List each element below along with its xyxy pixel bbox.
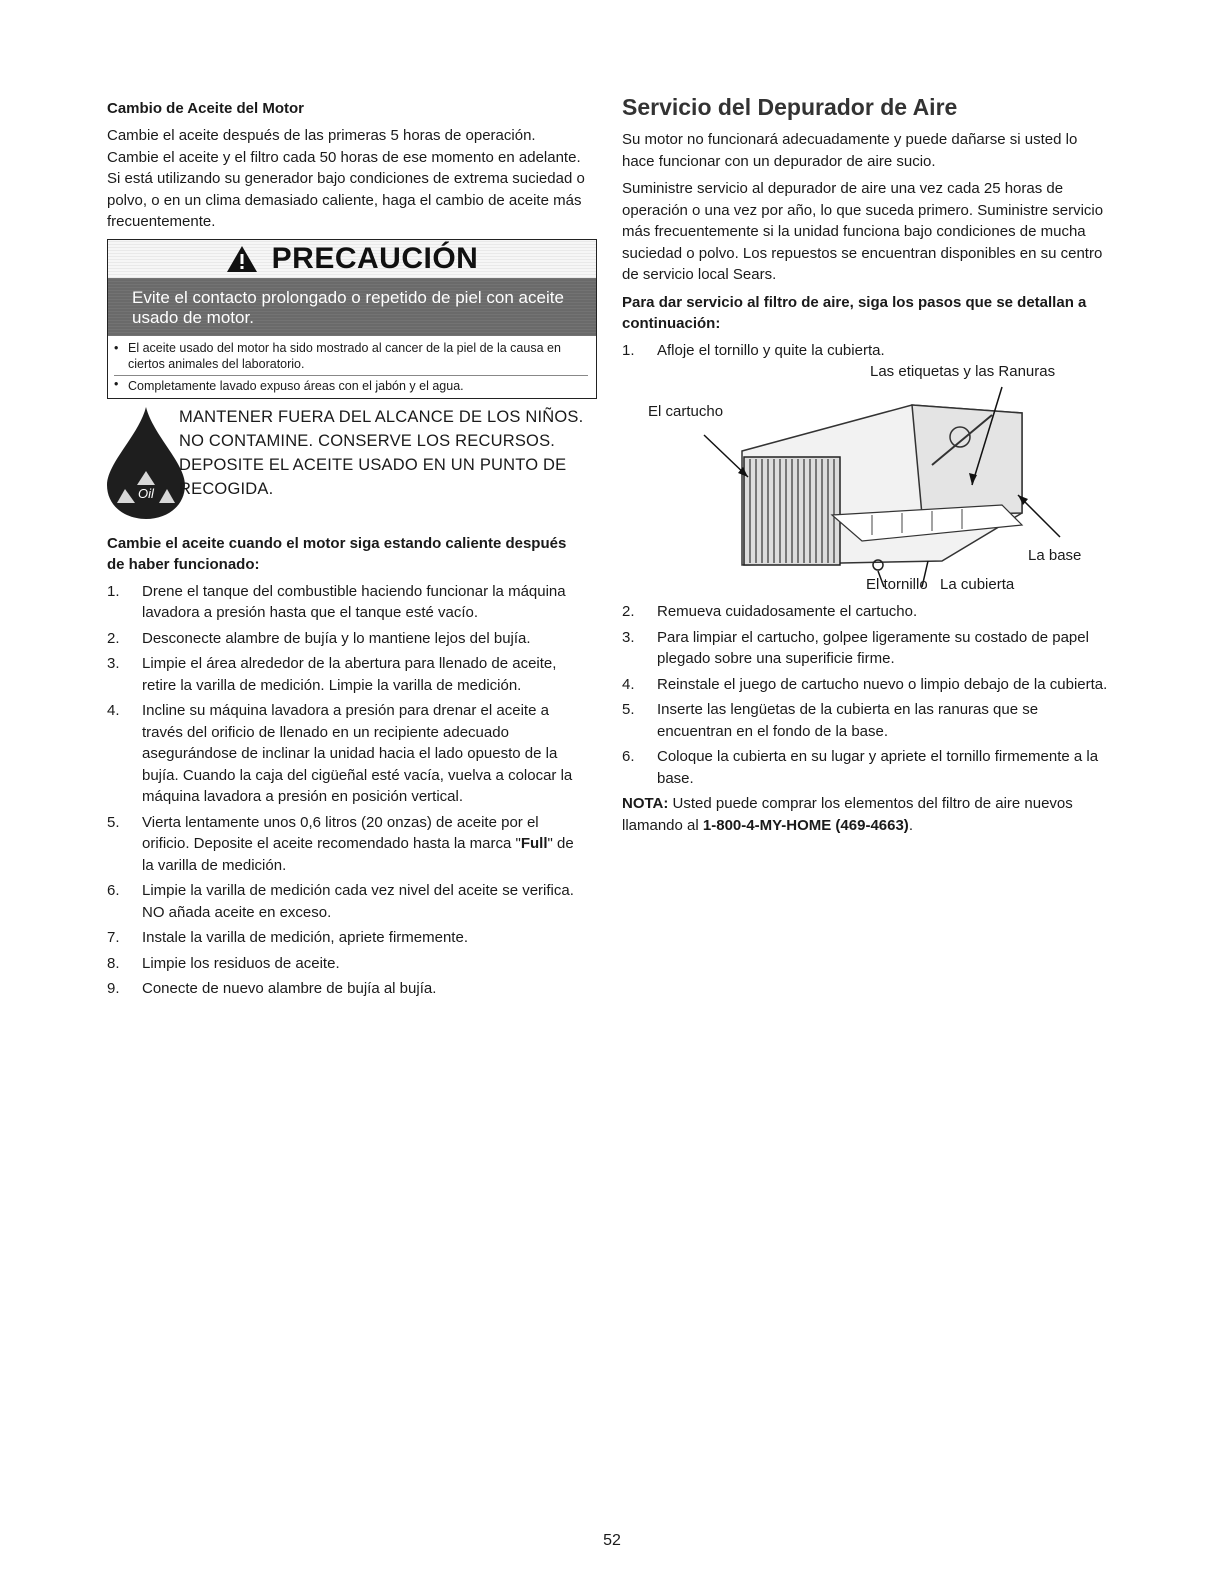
- warning-triangle-icon: [226, 245, 258, 273]
- air-cleaner-para1: Su motor no funcionará adecuadamente y puede dañarse si usted lo hace funcionar con un depurador de aire sucio.: [622, 131, 1078, 170]
- note-paragraph: [622, 793, 1108, 836]
- label-cover: La cubierta: [940, 576, 1015, 593]
- caution-bullet: • El aceite usado del motor ha sido mostrado al cancer de la piel de la causa en ciertos animales del laboratorio.: [114, 340, 588, 372]
- air-cleaner-para2: Suministre servicio al depurador de aire una vez cada 25 horas de operación o una vez por año, lo que suceda primero. Suministre servicio más frecuentemente si la unidad funciona bajo condiciones de mucha suciedad o polvo. Los repuestos se encuentran disponibles en su centro de servicio local Sears.: [622, 180, 1104, 283]
- air-cleaner-steps: [622, 601, 1108, 789]
- oil-steps-intro: Cambie el aceite cuando el motor siga estando caliente después de haber funcionado:: [107, 534, 567, 573]
- list-item: 6. Coloque la cubierta en su lugar y apriete el tornillo firmemente a la base.: [622, 748, 1099, 787]
- label-base: La base: [1028, 547, 1082, 564]
- list-item: 3. Limpie el área alrededor de la abertura para llenado de aceite, retire la varilla de medición. Limpie la varilla de medición.: [107, 655, 557, 694]
- note-phone: 1-800-4-MY-HOME (469-4663): [702, 816, 909, 834]
- note-end: .: [908, 816, 913, 834]
- left-column: [107, 100, 585, 1004]
- right-column: [622, 94, 1108, 836]
- oil-change-heading: Cambio de Aceite del Motor: [107, 100, 304, 117]
- caution-warning: Evite el contacto prolongado o repetido de piel con aceite usado de motor.: [108, 278, 596, 336]
- list-item: 1. Afloje el tornillo y quite la cubierta.: [622, 341, 885, 359]
- list-item: 8. Limpie los residuos de aceite.: [107, 954, 340, 972]
- list-item: 7. Instale la varilla de medición, apriete firmemente.: [107, 929, 468, 946]
- list-item: 9. Conecte de nuevo alambre de bujía al bujía.: [107, 980, 437, 997]
- list-item: 2. Remueva cuidadosamente el cartucho.: [622, 603, 918, 620]
- note-label: NOTA:: [622, 795, 669, 812]
- caution-title: PRECAUCIÓN: [271, 241, 479, 275]
- recycle-text: MANTENER FUERA DEL ALCANCE DE LOS NIÑOS. NO CONTAMINE. CONSERVE LOS RECURSOS. DEPOSITE EL ACEITE USADO EN UN PUNTO DE RECOGIDA.: [179, 407, 584, 498]
- list-item: 1. Drene el tanque del combustible haciendo funcionar la máquina lavadora a presión hasta que el tanque esté vacío.: [107, 582, 566, 621]
- oil-change-intro: Cambie el aceite después de las primeras 5 horas de operación. Cambie el aceite y el filtro cada 50 horas de ese momento en adelante. Si está utilizando su generador bajo condiciones de extrema suciedad o polvo, o en un clima demasiado caliente, haga el cambio de aceite más frecuentemente.: [107, 127, 585, 230]
- caution-box: [107, 239, 597, 399]
- list-item: 4. Incline su máquina lavadora a presión para drenar el aceite a través del orificio de llenado en un recipiente adecuado asegurándose de inclinar la unidad hacia el lado opuesto de la bujía. Cuando la caja del cigüeñal esté vacía, vuelva a colocar la máquina lavadora a presión en posición vertical.: [107, 702, 573, 805]
- list-item: 2. Desconecte alambre de bujía y lo mantiene lejos del bujía.: [107, 629, 531, 647]
- list-item: 3. Para limpiar el cartucho, golpee ligeramente su costado de papel plegado sobre una superificie firme.: [622, 628, 1089, 667]
- label-tabs-slots: Las etiquetas y las Ranuras: [870, 363, 1056, 380]
- svg-text:Oil: Oil: [138, 485, 154, 501]
- note-text: Usted puede comprar los elementos del filtro de aire nuevos llamando al: [622, 795, 1073, 834]
- label-screw: El tornillo: [866, 576, 928, 593]
- oil-recycle-drop-icon: [103, 405, 189, 521]
- label-cartridge: El cartucho: [648, 403, 724, 420]
- list-item: 4. Reinstale el juego de cartucho nuevo o limpio debajo de la cubierta.: [622, 675, 1108, 693]
- caution-bullets: [108, 336, 596, 398]
- caution-bullet: • Completamente lavado expuso áreas con el jabón y el agua.: [114, 375, 588, 394]
- air-cleaner-diagram: [622, 365, 1108, 597]
- air-cleaner-step1: [622, 340, 1108, 362]
- oil-change-steps: [107, 581, 585, 1000]
- page-number: 52: [603, 1532, 621, 1549]
- list-item: 6. Limpie la varilla de medición cada vez nivel del aceite se verifica. NO añada aceite en exceso.: [107, 882, 574, 921]
- air-cleaner-title: Servicio del Depurador de Aire: [622, 94, 958, 120]
- air-steps-intro: Para dar servicio al filtro de aire, siga los pasos que se detallan a continuación:: [622, 293, 1087, 332]
- recycle-notice: [107, 405, 585, 523]
- list-item: 5. Vierta lentamente unos 0,6 litros (20 onzas) de aceite por el orificio. Deposite el aceite recomendado hasta la marca "Full" de la varilla de medición.: [107, 813, 574, 874]
- caution-header: [108, 240, 596, 278]
- list-item: 5. Inserte las lengüetas de la cubierta en las ranuras que se encuentran en el fondo de la base.: [622, 701, 1039, 740]
